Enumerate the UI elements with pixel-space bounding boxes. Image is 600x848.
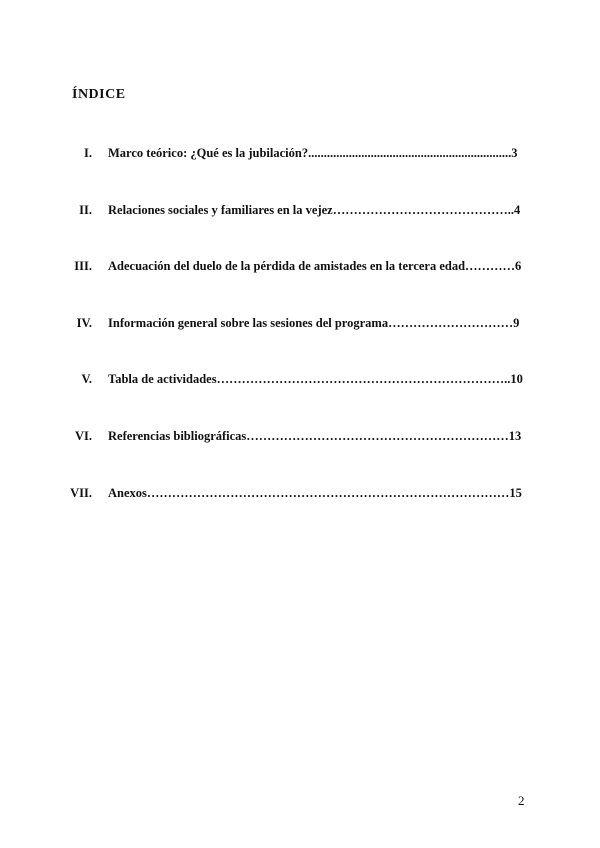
- toc-entry-text: Tabla de actividades……………………………………………………………..10: [108, 372, 523, 387]
- toc-entry-number: VI.: [74, 428, 92, 443]
- toc-entry-number: III.: [74, 259, 92, 274]
- toc-entry-text: Información general sobre las sesiones del programa…………………………9: [108, 315, 520, 330]
- toc-entry: [0, 311, 600, 368]
- toc-entry-number: II.: [79, 202, 92, 217]
- toc-entry-text: Adecuación del duelo de la pérdida de amistades en la tercera edad…………6: [108, 259, 522, 274]
- toc-entry-text: Marco teórico: ¿Qué es la jubilación?.................................................................3: [108, 146, 518, 160]
- toc-entry-number: IV.: [76, 315, 92, 330]
- toc-entry-number: V.: [81, 372, 92, 387]
- toc-entry-number: VII.: [70, 485, 92, 500]
- toc-entry-text: Relaciones sociales y familiares en la vejez……………………………………..4: [108, 202, 521, 217]
- toc-entry: [0, 198, 600, 255]
- toc-title: ÍNDICE: [72, 87, 126, 102]
- page-number: 2: [518, 793, 525, 808]
- toc-entry-number: I.: [84, 146, 92, 160]
- toc-entry-text: Referencias bibliográficas………………………………………………………13: [108, 428, 522, 443]
- toc-entry: [0, 367, 600, 424]
- toc-entry: [0, 141, 600, 198]
- toc-entry: [0, 481, 600, 538]
- toc-entry: [0, 254, 600, 311]
- toc-entry: [0, 424, 600, 481]
- toc-entry-text: Anexos……………………………………………………………………………15: [108, 485, 522, 500]
- toc-list: [0, 141, 600, 537]
